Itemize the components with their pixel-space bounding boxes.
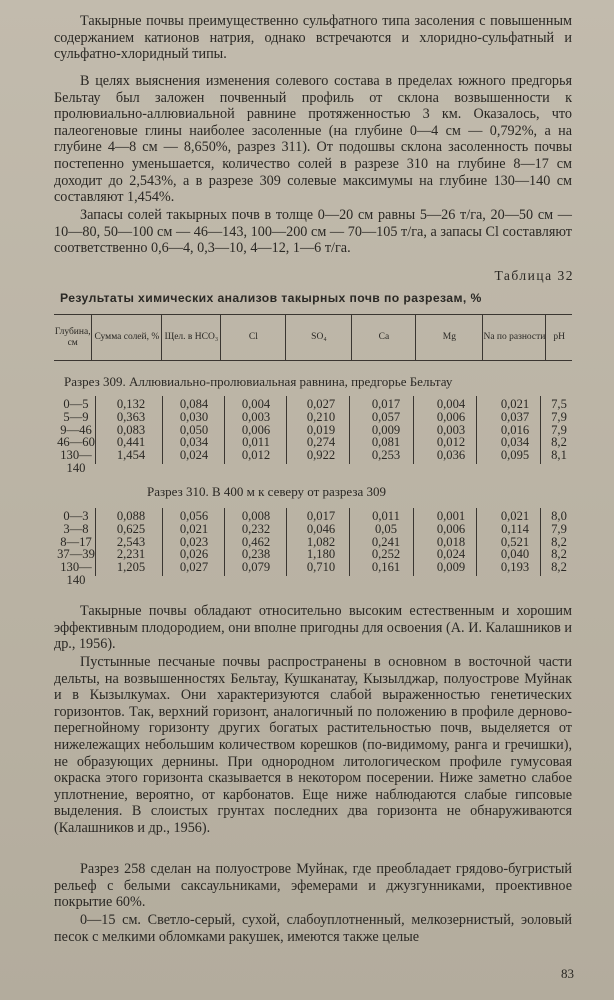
cell-salt-sum: 0,441 xyxy=(116,435,146,450)
cell-ca: 0,081 xyxy=(371,435,401,450)
column-rule xyxy=(413,396,414,464)
cell-salt-sum: 2,543 xyxy=(116,534,146,549)
cell-ph: 8,2 xyxy=(551,560,567,575)
cell-ca: 0,057 xyxy=(371,409,401,424)
cell-ph: 8,2 xyxy=(551,435,567,450)
paragraph-section-258: Разрез 258 сделан на полуострове Муйнак, где преобладает грядово-бугристый рельеф с белыми саксаульниками, эфемерами и джузгунниками, проективное покрытие 60%. xyxy=(54,861,572,911)
cell-so4: 1,082 xyxy=(306,534,336,549)
cell-so4: 0,046 xyxy=(306,521,336,536)
section-title-310: Разрез 310. В 400 м к северу от разреза 309 xyxy=(147,484,387,499)
cell-salt-sum: 0,088 xyxy=(116,509,146,523)
column-rule xyxy=(286,508,287,576)
cell-depth: 130—140 xyxy=(60,448,92,475)
paragraph-salt-profile: В целях выяснения изменения солевого состава в пределах южного предгорья Бельтау был заложен почвенный профиль от склона возвышенности к пролювиально-аллювиальной равнине протяженностью 3 км. Оказалось, что палеогеновые глины наиболее засоленные (на глубине 0—4 см — 0,792%, а на глубине 4—8 см — 8,650%, разрез 311). От подошвы склона засоленность почвы постепенно уменьшается, количество солей в разрезе 310 на глубине 8—17 см доходит до 2,543%, а в разрезе 309 солевые максимумы на глубине 130—140 см составляют 1,454%. xyxy=(54,73,572,206)
cell-so4: 0,019 xyxy=(306,422,336,437)
cell-so4: 1,180 xyxy=(306,547,336,562)
cell-depth: 0—3 xyxy=(63,509,89,523)
cell-ca: 0,161 xyxy=(371,560,401,575)
header-mg: Mg xyxy=(416,315,483,360)
column-rule xyxy=(162,396,163,464)
cell-na: 0,021 xyxy=(500,509,530,523)
cell-salt-sum: 1,454 xyxy=(116,448,146,463)
cell-alkalinity: 0,034 xyxy=(179,435,209,450)
cell-mg: 0,001 xyxy=(436,509,466,523)
column-rule xyxy=(286,396,287,464)
cell-na: 0,521 xyxy=(500,534,530,549)
cell-depth: 0—5 xyxy=(63,397,89,411)
rows-section-310 xyxy=(54,509,572,587)
cell-depth: 8—17 xyxy=(60,534,92,549)
cell-cl: 0,004 xyxy=(241,397,271,411)
header-na: Na по разности xyxy=(483,315,546,360)
cell-ph: 8,0 xyxy=(551,509,567,523)
column-rule xyxy=(349,396,350,464)
cell-na: 0,114 xyxy=(501,521,529,536)
cell-mg: 0,003 xyxy=(436,422,466,437)
table-row xyxy=(54,398,572,411)
cell-ca: 0,252 xyxy=(371,547,401,562)
table-row xyxy=(54,411,572,424)
paragraph-takyr-fertility: Такырные почвы обладают относительно высоким естественным и хорошим эффективным плодородием, они вполне пригодны для освоения (А. И. Калашников и др., 1956). xyxy=(54,603,572,653)
cell-ph: 8,2 xyxy=(551,547,567,562)
column-rule xyxy=(224,508,225,576)
cell-cl: 0,012 xyxy=(241,448,271,463)
cell-salt-sum: 0,363 xyxy=(116,409,146,424)
table-row xyxy=(54,510,572,523)
column-rule xyxy=(540,508,541,576)
cell-salt-sum: 1,205 xyxy=(116,560,146,575)
cell-ph: 7,9 xyxy=(551,409,567,424)
cell-na: 0,034 xyxy=(500,435,530,450)
cell-ca: 0,253 xyxy=(371,448,401,463)
cell-alkalinity: 0,030 xyxy=(179,409,209,424)
paragraph-sulfate-types: Такырные почвы преимущественно сульфатного типа засоления с повышенным содержанием катионов натрия, однако встречаются и хлоридно-сульфатный и сульфатно-хлоридный типы. xyxy=(54,13,572,63)
header-cl: Cl xyxy=(221,315,286,360)
cell-cl: 0,011 xyxy=(242,435,270,450)
rows-section-309 xyxy=(54,397,572,475)
cell-na: 0,040 xyxy=(500,547,530,562)
cell-alkalinity: 0,050 xyxy=(179,422,209,437)
cell-cl: 0,079 xyxy=(241,560,271,575)
cell-mg: 0,004 xyxy=(436,397,466,411)
cell-na: 0,095 xyxy=(500,448,530,463)
cell-alkalinity: 0,027 xyxy=(179,560,209,575)
cell-so4: 0,210 xyxy=(306,409,336,424)
cell-alkalinity: 0,023 xyxy=(179,534,209,549)
cell-cl: 0,008 xyxy=(241,509,271,523)
cell-depth: 37—39 xyxy=(57,547,95,562)
cell-ca: 0,009 xyxy=(371,422,401,437)
cell-cl: 0,462 xyxy=(241,534,271,549)
cell-so4: 0,027 xyxy=(306,397,336,411)
cell-alkalinity: 0,084 xyxy=(179,397,209,411)
cell-ph: 8,1 xyxy=(551,448,567,463)
cell-ph: 7,5 xyxy=(551,397,567,411)
table-row xyxy=(54,523,572,536)
paragraph-salt-reserves: Запасы солей такырных почв в толще 0—20 см равны 5—26 т/га, 20—50 см — 10—80, 50—100 см — 46—143, 100—200 см — 70—105 т/га, а запасы Cl составляют соответственно 0,6—4, 0,3—10, 4—12, 1—6 т/га. xyxy=(54,207,572,257)
cell-ca: 0,017 xyxy=(371,397,401,411)
cell-depth: 130—140 xyxy=(60,560,92,587)
cell-ca: 0,05 xyxy=(374,521,398,536)
cell-mg: 0,012 xyxy=(436,435,466,450)
cell-na: 0,193 xyxy=(500,560,530,575)
cell-ca: 0,241 xyxy=(371,534,401,549)
section-title-309: Разрез 309. Аллювиально-пролювиальная равнина, предгорье Бельтау xyxy=(64,374,453,389)
header-ph: pH xyxy=(553,332,566,342)
cell-alkalinity: 0,026 xyxy=(179,547,209,562)
cell-ca: 0,011 xyxy=(372,509,400,523)
cell-depth: 46—60 xyxy=(57,435,95,450)
table-header xyxy=(54,314,572,361)
cell-depth: 3—8 xyxy=(63,521,89,536)
cell-alkalinity: 0,021 xyxy=(179,521,209,536)
cell-mg: 0,006 xyxy=(436,521,466,536)
header-depth: Глубина, см xyxy=(54,315,92,360)
cell-so4: 0,017 xyxy=(306,509,336,523)
cell-mg: 0,036 xyxy=(436,448,466,463)
cell-na: 0,016 xyxy=(500,422,530,437)
paragraph-horizon-0-15: 0—15 см. Светло-серый, сухой, слабоуплотненный, мелкозернистый, эоловый песок с мелкими обломками ракушек, имеются также целые xyxy=(54,912,572,945)
cell-salt-sum: 0,083 xyxy=(116,422,146,437)
table-row xyxy=(54,448,572,475)
column-rule xyxy=(349,508,350,576)
column-rule xyxy=(95,508,96,576)
header-ca: Ca xyxy=(352,315,416,360)
column-rule xyxy=(95,396,96,464)
column-rule xyxy=(476,508,477,576)
cell-mg: 0,018 xyxy=(436,534,466,549)
cell-depth: 9—46 xyxy=(60,422,92,437)
table-number: Таблица 32 xyxy=(494,268,574,283)
cell-mg: 0,009 xyxy=(436,560,466,575)
column-rule xyxy=(540,396,541,464)
table-title: Результаты химических анализов такырных почв по разрезам, % xyxy=(60,291,482,305)
cell-cl: 0,238 xyxy=(241,547,271,562)
paragraph-desert-sandy-soils: Пустынные песчаные почвы распространены в основном в восточной части дельты, на возвышенностях Бельтау, Кушканатау, Кызылджар, полуострове Муйнак и в Кызылкумах. Они характеризуются слабой выраженностью генетических горизонтов. Так, верхний горизонт, аналогичный по положению в профиле дерново-перегнойному горизонту других богатых растительностью почв, выделяется от нижележащих небольшим количеством корешков (по-видимому, ранга и гречишки), не образующих дернины. При однородном литологическом профиле гумусовая окраска этого горизонта сказывается в некотором посерении. Ниже заметно слабое уплотнение, вероятно, от карбонатов. Еще ниже наблюдаются слабые гипсовые выделения. В слоистых грунтах последних два горизонта не обнаруживаются (Калашников и др., 1956). xyxy=(54,654,572,836)
cell-so4: 0,274 xyxy=(306,435,336,450)
header-alkalinity: Щел. в HCO₃ xyxy=(162,315,221,360)
cell-mg: 0,006 xyxy=(436,409,466,424)
cell-so4: 0,922 xyxy=(306,448,336,463)
cell-cl: 0,003 xyxy=(241,409,271,424)
cell-salt-sum: 0,132 xyxy=(116,397,146,411)
column-rule xyxy=(413,508,414,576)
cell-depth: 5—9 xyxy=(63,409,89,424)
cell-alkalinity: 0,024 xyxy=(179,448,209,463)
cell-alkalinity: 0,056 xyxy=(179,509,209,523)
header-so4: SO₄ xyxy=(286,315,352,360)
cell-mg: 0,024 xyxy=(436,547,466,562)
cell-so4: 0,710 xyxy=(306,560,336,575)
cell-salt-sum: 0,625 xyxy=(116,521,146,536)
cell-na: 0,021 xyxy=(500,397,530,411)
cell-salt-sum: 2,231 xyxy=(116,547,146,562)
cell-ph: 7,9 xyxy=(551,422,567,437)
cell-ph: 8,2 xyxy=(551,534,567,549)
cell-cl: 0,006 xyxy=(241,422,271,437)
table-row xyxy=(54,560,572,587)
column-rule xyxy=(476,396,477,464)
column-rule xyxy=(162,508,163,576)
page-number: 83 xyxy=(561,966,574,981)
cell-ph: 7,9 xyxy=(551,521,567,536)
cell-cl: 0,232 xyxy=(241,521,271,536)
column-rule xyxy=(224,396,225,464)
cell-na: 0,037 xyxy=(500,409,530,424)
header-salt-sum: Сумма солей, % xyxy=(92,315,162,360)
